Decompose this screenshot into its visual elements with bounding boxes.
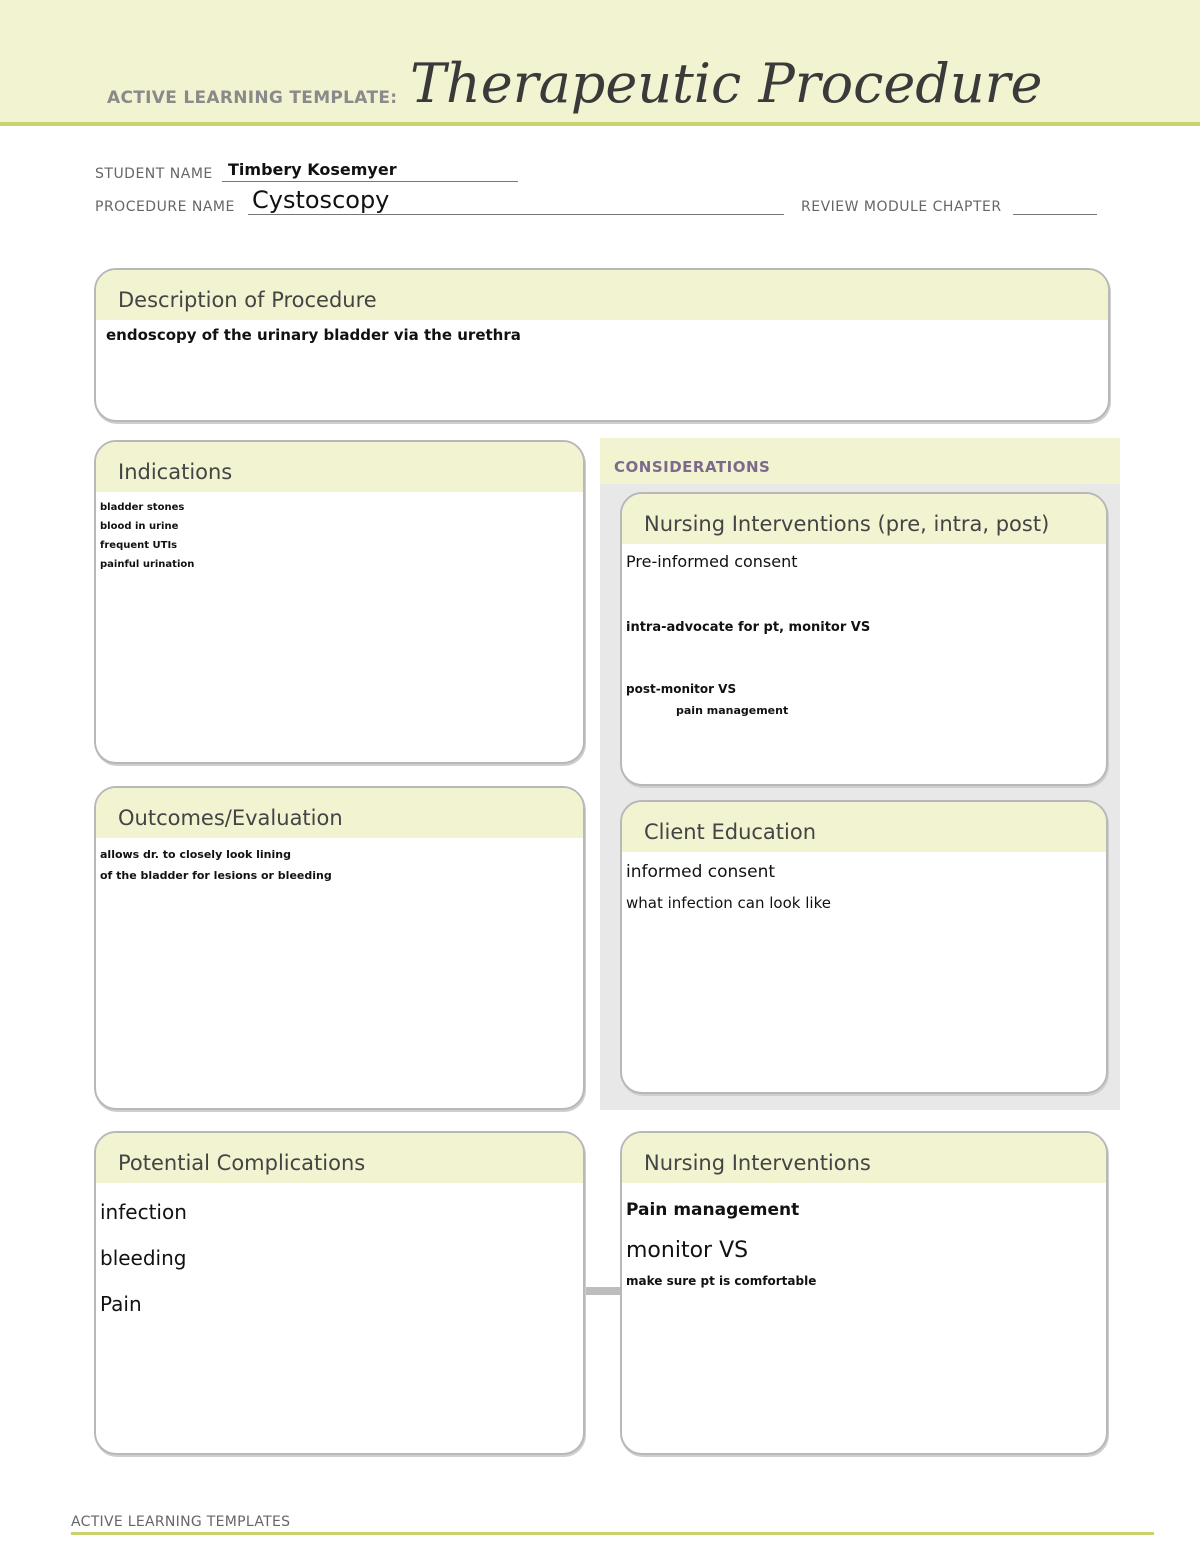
list-item: monitor VS [626, 1238, 749, 1263]
card-connector [583, 1287, 620, 1295]
complication-interventions-heading: Nursing Interventions [622, 1133, 1106, 1183]
template-label: ACTIVE LEARNING TEMPLATE: [107, 88, 398, 108]
post-intervention: post-monitor VS [626, 682, 737, 696]
post-intervention-2: pain management [676, 704, 789, 717]
list-item: of the bladder for lesions or bleeding [100, 869, 332, 882]
indications-list[interactable] [96, 492, 583, 574]
complication-interventions-body[interactable] [622, 1183, 1106, 1291]
description-heading: Description of Procedure [96, 270, 1108, 320]
list-item: Pain [100, 1292, 142, 1316]
outcomes-heading: Outcomes/Evaluation [96, 788, 583, 838]
list-item: informed consent [626, 862, 776, 882]
client-education-body[interactable] [622, 852, 1106, 912]
indications-heading: Indications [96, 442, 583, 492]
list-item: blood in urine [100, 521, 179, 532]
list-item: bladder stones [100, 502, 185, 513]
list-item: what infection can look like [626, 894, 831, 912]
client-education-card [620, 800, 1108, 1094]
intra-intervention: intra-advocate for pt, monitor VS [626, 620, 871, 635]
student-name-label: STUDENT NAME [95, 166, 213, 182]
considerations-label: CONSIDERATIONS [614, 458, 771, 476]
student-name-field[interactable]: Timbery Kosemyer [228, 160, 397, 179]
list-item: bleeding [100, 1246, 187, 1270]
nursing-interventions-heading: Nursing Interventions (pre, intra, post) [622, 494, 1106, 544]
complication-interventions-card [620, 1131, 1108, 1455]
list-item: infection [100, 1200, 187, 1224]
review-module-line [1013, 214, 1097, 215]
outcomes-body[interactable] [96, 838, 583, 886]
review-module-label: REVIEW MODULE CHAPTER [801, 199, 1002, 215]
list-item: make sure pt is comfortable [626, 1274, 817, 1288]
complications-heading: Potential Complications [96, 1133, 583, 1183]
footer-rule [71, 1532, 1154, 1535]
complications-body[interactable] [96, 1183, 583, 1327]
list-item: Pain management [626, 1200, 800, 1220]
nursing-interventions-body[interactable] [622, 544, 1106, 780]
nursing-interventions-card [620, 492, 1108, 786]
footer-label: ACTIVE LEARNING TEMPLATES [71, 1514, 291, 1530]
procedure-name-line [248, 214, 784, 215]
description-text[interactable]: endoscopy of the urinary bladder via the urethra [106, 326, 521, 344]
list-item: frequent UTIs [100, 540, 178, 551]
header-rule [0, 122, 1200, 126]
list-item: allows dr. to closely look lining [100, 848, 291, 861]
procedure-name-field[interactable]: Cystoscopy [252, 186, 390, 214]
indications-card [94, 440, 585, 764]
complications-card [94, 1131, 585, 1455]
pre-intervention: Pre-informed consent [626, 552, 798, 571]
procedure-name-label: PROCEDURE NAME [95, 199, 235, 215]
outcomes-card [94, 786, 585, 1110]
client-education-heading: Client Education [622, 802, 1106, 852]
description-card [94, 268, 1110, 422]
student-name-line [222, 181, 518, 182]
list-item: painful urination [100, 559, 195, 570]
page-title: Therapeutic Procedure [410, 52, 1043, 115]
